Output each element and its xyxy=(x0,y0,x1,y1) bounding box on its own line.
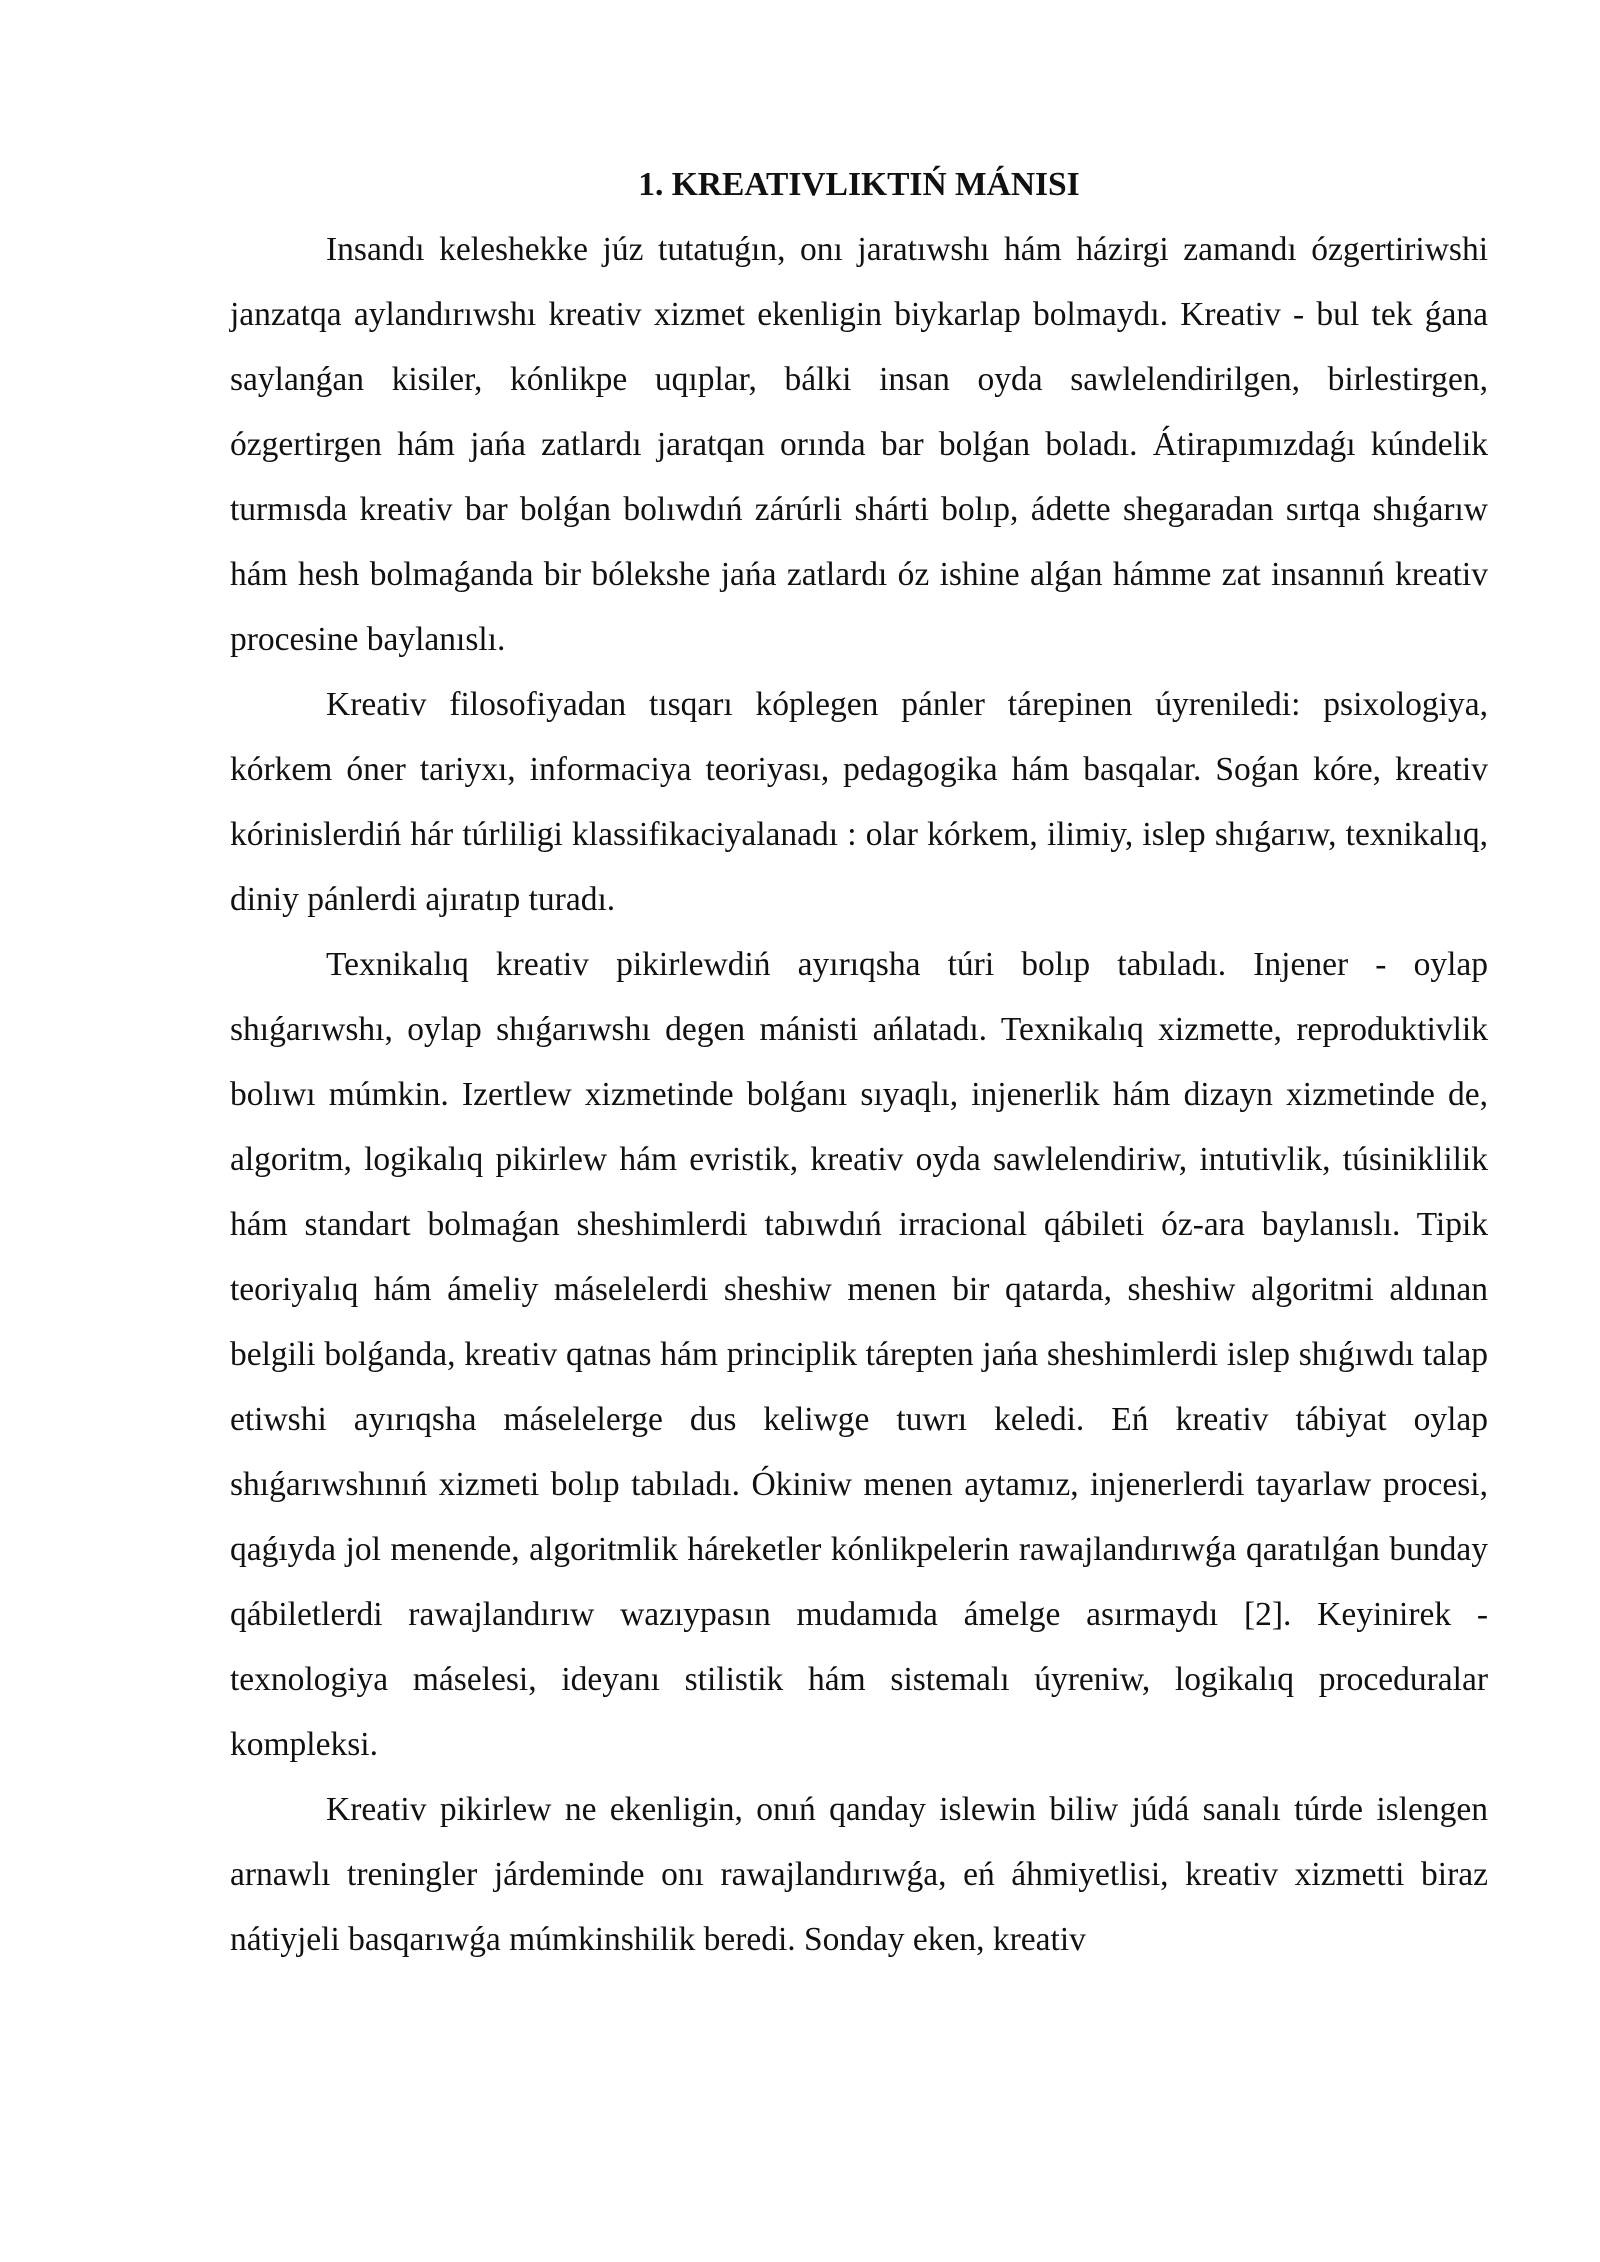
paragraph-1: Insandı keleshekke júz tutatuǵın, onı jaratıwshı hám házirgi zamandı ózgertiriwshi janzatqa aylandırıwshı kreativ xizmet ekenligin biykarlap bolmaydı. Kreativ - bul tek ǵana saylanǵan kisiler, kónlikpe uqıplar, bálki insan oyda sawlelendirilgen, birlestirgen, ózgertirgen hám jańa zatlardı jaratqan orında bar bolǵan boladı. Átirapımızdaǵı kúndelik turmısda kreativ bar bolǵan bolıwdıń zárúrli shárti bolıp, ádette shegaradan sırtqa shıǵarıw hám hesh bolmaǵanda bir bólekshe jańa zatlardı óz ishine alǵan hámme zat insannıń kreativ procesine baylanıslı. xyxy=(230,231,1488,658)
paragraph-4: Kreativ pikirlew ne ekenligin, onıń qanday islewin biliw júdá sanalı túrde islengen arnawlı treningler járdeminde onı rawajlandırıwǵa, eń áhmiyetlisi, kreativ xizmetti biraz nátiyjeli basqarıwǵa múmkinshilik beredi. Sonday eken, kreativ xyxy=(230,1791,1488,1958)
paragraph-3: Texnikalıq kreativ pikirlewdiń ayırıqsha túri bolıp tabıladı. Injener - oylap shıǵarıwshı, oylap shıǵarıwshı degen mánisti ańlatadı. Texnikalıq xizmette, reproduktivlik bolıwı múmkin. Izertlew xizmetinde bolǵanı sıyaqlı, injenerlik hám dizayn xizmetinde de, algoritm, logikalıq pikirlew hám evristik, kreativ oyda sawlelendiriw, intutivlik, túsiniklilik hám standart bolmaǵan sheshimlerdi tabıwdıń irracional qábileti óz-ara baylanıslı. Tipik teoriyalıq hám ámeliy máselelerdi sheshiw menen bir qatarda, sheshiw algoritmi aldınan belgili bolǵanda, kreativ qatnas hám principlik tárepten jańa sheshimlerdi islep shıǵıwdı talap etiwshi ayırıqsha máselelerge dus keliwge tuwrı keledi. Eń kreativ tábiyat oylap shıǵarıwshınıń xizmeti bolıp tabıladı. Ókiniw menen aytamız, injenerlerdi tayarlaw procesi, qaǵıyda jol menende, algoritmlik háreketler kónlikpelerin rawajlandırıwǵa qaratılǵan bunday qábiletlerdi rawajlandırıw wazıypasın mudamıda ámelge asırmaydı [2]. Keyinirek - texnologiya máselesi, ideyanı stilistik hám sistemalı úyreniw, logikalıq proceduralar kompleksi. xyxy=(230,946,1488,1763)
paragraph-2: Kreativ filosofiyadan tısqarı kóplegen pánler tárepinen úyreniledi: psixologiya, kórkem óner tariyxı, informaciya teoriyası, pedagogika hám basqalar. Soǵan kóre, kreativ kórinislerdiń hár túrliligi klassifikaciyalanadı : olar kórkem, ilimiy, islep shıǵarıw, texnikalıq, diniy pánlerdi ajıratıp turadı. xyxy=(230,686,1488,918)
section-title: 1. KREATIVLIKTIŃ MÁNISI xyxy=(638,166,1080,203)
